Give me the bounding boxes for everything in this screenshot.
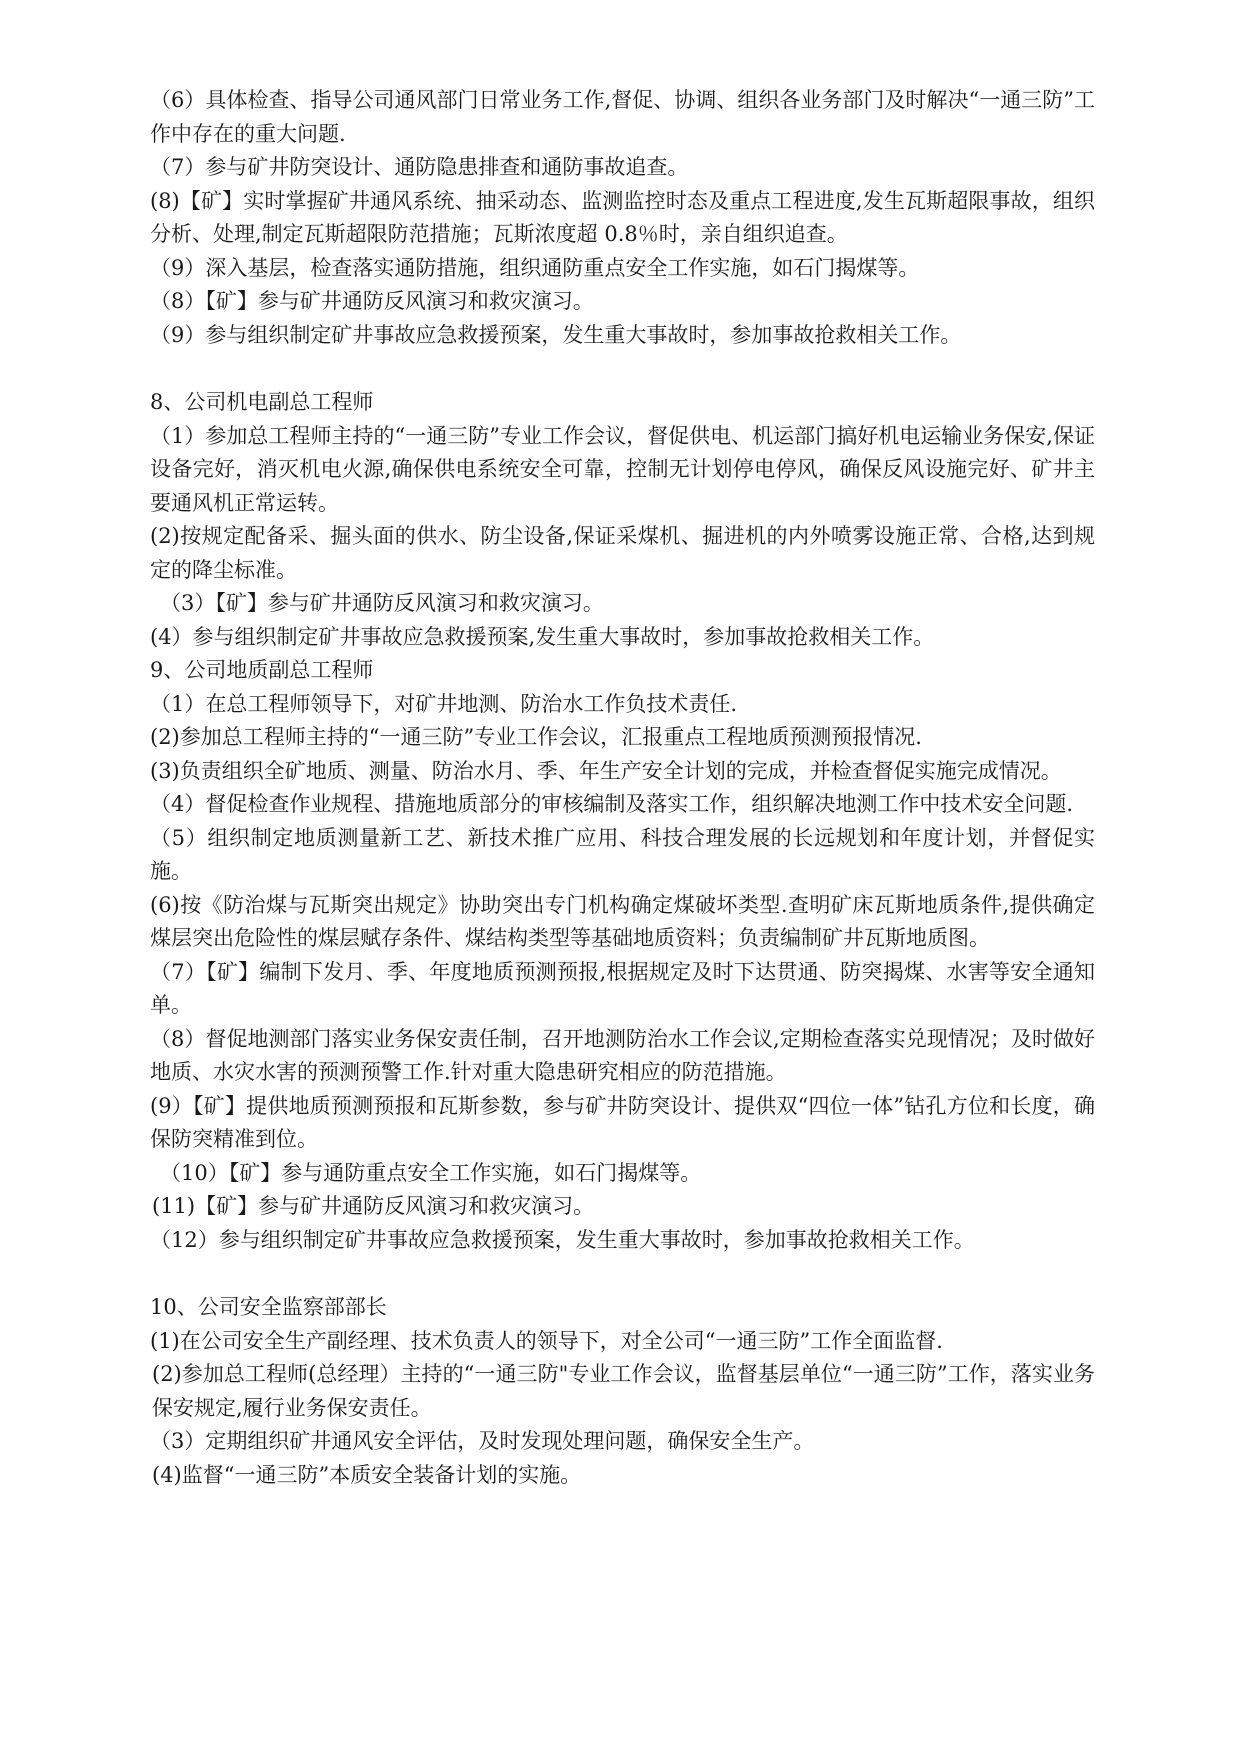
paragraph: （4）督促检查作业规程、措施地质部分的审核编制及落实工作，组织解决地测工作中技术安全问题. — [150, 792, 1074, 816]
paragraph: (6)按《防治煤与瓦斯突出规定》协助突出专门机构确定煤破坏类型.查明矿床瓦斯地质条件,提供确定煤层突出危险性的煤层赋存条件、煤结构类型等基础地质资料；负责编制矿井瓦斯地质图。 — [150, 892, 1095, 950]
paragraph: （7）参与矿井防突设计、通防隐患排查和通防事故追查。 — [150, 155, 689, 179]
blank-line — [150, 352, 1095, 386]
paragraph: (3)负责组织全矿地质、测量、防治水月、季、年生产安全计划的完成，并检查督促实施完成情况。 — [150, 758, 1062, 783]
paragraph: （9）深入基层，检查落实通防措施，组织通防重点安全工作实施，如石门揭煤等。 — [150, 255, 920, 280]
blank-line — [150, 1257, 1095, 1291]
paragraph: (2)参加总工程师(总经理）主持的“一通三防"专业工作会议，监督基层单位“一通三防”工作，落实业务保安规定,履行业务保安责任。 — [152, 1362, 1095, 1420]
paragraph: （1）在总工程师领导下，对矿井地测、防治水工作负技术责任. — [150, 691, 738, 716]
paragraph: (4)监督“一通三防”本质安全装备计划的实施。 — [152, 1462, 582, 1487]
paragraph: （8）【矿】参与矿井通防反风演习和救灾演习。 — [150, 289, 594, 313]
paragraph: (2)按规定配备采、掘头面的供水、防尘设备,保证采煤机、掘进机的内外喷雾设施正常、合格,达到规定的降尘标准。 — [150, 524, 1095, 582]
paragraph: （5）组织制定地质测量新工艺、新技术推广应用、科技合理发展的长远规划和年度计划，并督促实施。 — [150, 825, 1095, 883]
paragraph: （3）定期组织矿井通风安全评估，及时发现处理问题，确保安全生产。 — [150, 1429, 815, 1453]
section-heading: 10、公司安全监察部部长 — [150, 1295, 387, 1319]
paragraph: （10）【矿】参与通防重点安全工作实施，如石门揭煤等。 — [160, 1160, 702, 1185]
paragraph: （8）督促地测部门落实业务保安责任制，召开地测防治水工作会议,定期检查落实兑现情况；及时做好地质、水灾水害的预测预警工作.针对重大隐患研究相应的防范措施。 — [150, 1026, 1095, 1084]
paragraph: （12）参与组织制定矿井事故应急救援预案，发生重大事故时，参加事故抢救相关工作。 — [150, 1227, 975, 1252]
section-heading: 8、公司机电副总工程师 — [150, 390, 374, 414]
paragraph: （7）【矿】编制下发月、季、年度地质预测预报,根据规定及时下达贯通、防突揭煤、水害等安全通知单。 — [150, 959, 1095, 1017]
paragraph: (9）【矿】提供地质预测预报和瓦斯参数，参与矿井防突设计、提供双“四位一体”钻孔方位和长度，确保防突精准到位。 — [150, 1093, 1095, 1151]
paragraph: (1)在公司安全生产副经理、技术负责人的领导下，对全公司“一通三防”工作全面监督. — [150, 1328, 943, 1353]
document-page — [150, 84, 1095, 1492]
paragraph: （6）具体检查、指导公司通风部门日常业务工作,督促、协调、组织各业务部门及时解决“一通三防”工作中存在的重大问题. — [150, 88, 1095, 146]
paragraph: (11)【矿】参与矿井通防反风演习和救灾演习。 — [152, 1194, 595, 1218]
paragraph: （9）参与组织制定矿井事故应急救援预案，发生重大事故时，参加事故抢救相关工作。 — [150, 322, 962, 347]
paragraph: (8)【矿】实时掌握矿井通风系统、抽采动态、监测监控时态及重点工程进度,发生瓦斯超限事故，组织分析、处理,制定瓦斯超限防范措施；瓦斯浓度超 0.8％时，亲自组织追查。 — [150, 188, 1095, 246]
paragraph: (2)参加总工程师主持的“一通三防”专业工作会议，汇报重点工程地质预测预报情况. — [150, 725, 922, 749]
paragraph: （1）参加总工程师主持的“一通三防”专业工作会议，督促供电、机运部门搞好机电运输业务保安,保证设备完好，消灭机电火源,确保供电系统安全可靠，控制无计划停电停风，确保反风设施完好、矿井主要通风机正常运转。 — [150, 423, 1095, 515]
paragraph: （3）【矿】参与矿井通防反风演习和救灾演习。 — [160, 591, 604, 615]
section-heading: 9、公司地质副总工程师 — [150, 658, 374, 682]
paragraph: (4）参与组织制定矿井事故应急救援预案,发生重大事故时，参加事故抢救相关工作。 — [150, 624, 935, 649]
